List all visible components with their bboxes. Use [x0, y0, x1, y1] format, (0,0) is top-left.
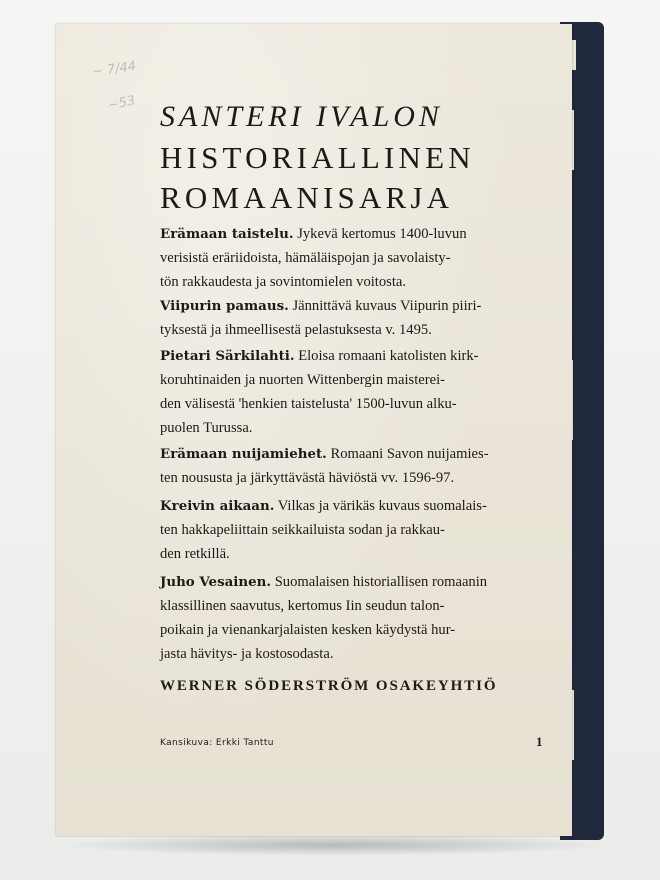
description-line: Vilkas ja värikäs kuvaus suomalais- — [274, 498, 487, 514]
description-line: Suomalaisen historiallisen romaanin — [271, 574, 488, 590]
book-title: Kreivin aikaan. — [160, 498, 275, 514]
page-number: 1 — [536, 734, 543, 749]
description-line: den retkillä. — [160, 546, 230, 562]
pencil-marking: ~ 7/44 — [91, 58, 138, 81]
description-line: verisistä eräriidoista, hämäläispojan ja savolaisty- — [160, 250, 451, 266]
book-description — [160, 344, 546, 440]
book-description — [160, 442, 546, 490]
book-title: Viipurin pamaus. — [160, 298, 289, 314]
publisher-name: WERNER SÖDERSTRÖM OSAKEYHTIÖ — [160, 678, 498, 694]
description-line: den välisestä 'henkien taistelusta' 1500-luvun alku- — [160, 396, 457, 412]
series-title-line: ROMAANISARJA — [160, 180, 454, 215]
description-line: Eloisa romaani katolisten kirk- — [294, 348, 479, 364]
cover-art-credit: Kansikuva: Erkki Tanttu — [160, 738, 274, 748]
description-line: Jykevä kertomus 1400-luvun — [293, 226, 467, 242]
description-line: koruhtinaiden ja nuorten Wittenbergin maisterei- — [160, 372, 445, 388]
book-description — [160, 294, 546, 342]
book-description — [160, 494, 546, 566]
description-line: Romaani Savon nuijamies- — [326, 446, 489, 462]
description-line: puolen Turussa. — [160, 420, 253, 436]
book-title: Juho Vesainen. — [160, 574, 272, 590]
book-description — [160, 222, 546, 294]
description-line: jasta hävitys- ja kostosodasta. — [160, 646, 334, 662]
description-line: tyksestä ja ihmeellisestä pelastuksesta v. 1495. — [160, 322, 432, 338]
description-line: klassillinen saavutus, kertomus Iin seudun talon- — [160, 598, 445, 614]
pencil-marking: ~53 — [106, 93, 137, 114]
description-line: tön rakkaudesta ja sovintomielen voitosta. — [160, 274, 407, 290]
book-description — [160, 570, 546, 666]
book-title: Erämaan taistelu. — [160, 226, 294, 242]
book-title: Erämaan nuijamiehet. — [160, 446, 327, 462]
series-author: SANTERI IVALON — [160, 100, 443, 133]
description-line: Jännittävä kuvaus Viipurin piiri- — [288, 298, 482, 314]
description-line: ten hakkapeliittain seikkailuista sodan ja rakkau- — [160, 522, 445, 538]
series-title-line: HISTORIALLINEN — [160, 140, 475, 175]
description-line: poikain ja vienankarjalaisten kesken käydystä hur- — [160, 622, 456, 638]
description-line: ten noususta ja järkyttävästä häviöstä vv. 1596-97. — [160, 470, 455, 486]
book-title: Pietari Särkilahti. — [160, 348, 295, 364]
